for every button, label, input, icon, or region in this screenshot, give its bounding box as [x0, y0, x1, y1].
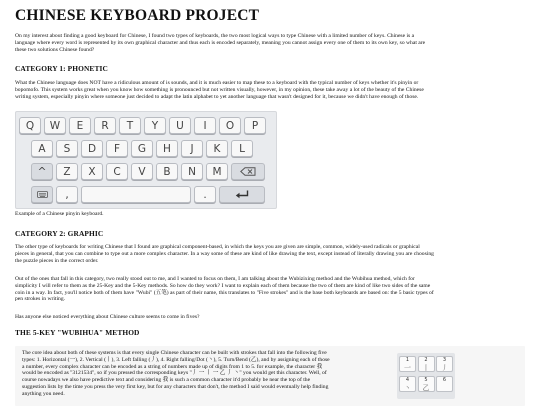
key-n: N: [181, 163, 203, 180]
stroke-key-number: 4: [405, 377, 410, 383]
phonetic-line: bopomofo. This system works great when you know how something is pronounced but not written visually, however, in my opinion, these take away a lot of the beauty of the Chinese: [15, 86, 424, 93]
key-c: C: [106, 163, 128, 180]
wubihua-line: The core idea about both of these systems is that every single Chinese character can be built with strokes that fall into the following five: [22, 350, 327, 356]
heading-graphic: CATEGORY 2: GRAPHIC: [15, 229, 104, 238]
key-h: H: [156, 140, 178, 157]
key-k: K: [206, 140, 228, 157]
backspace-icon: [231, 163, 265, 180]
key-x: X: [81, 163, 103, 180]
key-y: Y: [144, 117, 166, 134]
stroke-key-4: [399, 376, 416, 392]
stroke-key-glyph: 丿: [441, 363, 448, 372]
key-period: .: [194, 186, 216, 203]
key-e: E: [69, 117, 91, 134]
stroke-key-1: [399, 356, 416, 372]
wubihua-line: anything you need.: [22, 390, 65, 397]
wubihua-line: suggestion lists by the time you press the very first key, but for any characters that don't, the method I said would eventually help finding: [22, 383, 329, 390]
stroke-key-number: 1: [405, 357, 410, 363]
key-l: L: [231, 140, 253, 157]
intro-paragraph: [15, 33, 425, 53]
wubihua-line: types: 1. Horizontal (一), 2. Vertical (丨), 3. Left falling (丿), 4. Right falling/Dot (丶), 5. Turn/Bend (乙), and by assigning each of those: [22, 356, 330, 363]
graphic-line: pieces in general, that you can combine to type out a more complex character. In a way some of these are kind of like drawing the text, except instead of literally drawing you are choosing: [15, 250, 434, 257]
key-z: Z: [56, 163, 78, 180]
keyboard-icon: [31, 186, 53, 203]
stroke-key-6: [436, 376, 453, 392]
page-title: CHINESE KEYBOARD PROJECT: [15, 7, 260, 24]
key-space: [81, 186, 191, 203]
key-i: I: [194, 117, 216, 134]
phonetic-line: What the Chinese language does NOT have a ridiculous amount of is sounds, and it is much easier to map these to a keyboard with the typical number of keys whether it's pinyin or: [15, 80, 419, 86]
stroke-key-glyph: 乙: [422, 383, 430, 392]
graphic-line: the puzzle pieces in the correct order.: [15, 257, 99, 264]
heading-wubihua: THE 5-KEY "WUBIHUA" METHOD: [15, 328, 140, 337]
key-u: U: [169, 117, 191, 134]
key-j: J: [181, 140, 203, 157]
key-s: S: [56, 140, 78, 157]
key-t: T: [119, 117, 141, 134]
pinyin-keyboard-image: [15, 111, 277, 209]
stroke-key-glyph: 丨: [422, 363, 430, 372]
stroke-key-number: 5: [424, 377, 428, 383]
stroke-keypad-image: [397, 353, 455, 399]
key-d: D: [81, 140, 103, 157]
wubihua-paragraph: [22, 350, 330, 398]
key-a: A: [31, 140, 53, 157]
wubihua-line: would be encoded as "3121534", so if you pressed the corresponding keys "丿 一 丨 一 乙 丿 丶" you would get this character. Well, of: [22, 370, 327, 377]
graphic-paragraph-1: [15, 244, 434, 264]
caret-shift-icon: ^: [31, 163, 53, 180]
enter-arrow-icon: [219, 186, 265, 203]
graphic-line: simplicity I will refer to them as the 25-Key and the 5-Key methods. So how do they work? I want to explain each of them because the two of them are kind of like two sides of the same: [15, 282, 431, 289]
key-v: V: [131, 163, 153, 180]
key-comma: ,: [56, 186, 78, 203]
key-m: M: [206, 163, 228, 180]
graphic-paragraph-3: Has anyone else noticed everything about Chinese culture seems to come in fives?: [15, 314, 200, 320]
key-f: F: [106, 140, 128, 157]
key-g: G: [131, 140, 153, 157]
stroke-key-2: [418, 356, 435, 372]
phonetic-paragraph: [15, 80, 424, 100]
key-q: Q: [19, 117, 41, 134]
graphic-line: The other type of keyboards for writing Chinese that I found are graphical component-based, in which the keys you are given are simple, common, widely-used radicals or graphical: [15, 244, 420, 250]
key-b: B: [156, 163, 178, 180]
graphic-line: pen strokes in writing.: [15, 296, 66, 303]
stroke-key-glyph: 一: [404, 363, 411, 372]
stroke-key-glyph: 丶: [404, 383, 411, 392]
intro-line: On my interest about finding a good keyboard for Chinese, I found two types of keyboards, the two most logical ways to type Chinese with a limited number of keys. Chinese is a: [15, 33, 415, 39]
heading-phonetic: CATEGORY 1: PHONETIC: [15, 64, 108, 73]
graphic-paragraph-2: [15, 276, 434, 303]
wubihua-panel: [15, 346, 525, 406]
key-w: W: [44, 117, 66, 134]
phonetic-line: writing system, especially pinyin where someone just decided to adapt the latin alphabet to yet another language that wasn't designed for it, because we didn't have enough of those.: [15, 93, 419, 100]
stroke-key-5: [418, 376, 435, 392]
wubihua-line: a number, every complex character can be encoded as a string of numbers made up of digits from 1 to 5. for example, the character 我: [22, 363, 323, 370]
key-r: R: [94, 117, 116, 134]
key-p: P: [244, 117, 266, 134]
keyboard-caption: Example of a Chinese pinyin keyboard.: [15, 211, 104, 217]
intro-line: these two solutions Chinese found?: [15, 46, 95, 53]
key-o: O: [219, 117, 241, 134]
stroke-key-number: 2: [424, 357, 428, 363]
stroke-key-number: 3: [442, 357, 447, 363]
graphic-line: coin in a way. In fact, you'll notice both of them have "Wubi" (五笔) as part of their name, this translates to "Five strokes" and is the base both keyboards are based on: the 5 basic types of: [15, 289, 434, 296]
intro-line: language where every word is represented by its own graphical character and thus each is encoded separately, meaning you cannot assign every one of them to its own key, so what are: [15, 39, 426, 46]
wubihua-line: course nowadays we also have predictive text and considering 我 is such a common character it'd probably be near the top of the: [22, 377, 311, 384]
stroke-key-number: 6: [442, 377, 447, 383]
graphic-line: Out of the ones that fall in this category, two really stood out to me, and I wanted to focus on them, I am talking about the Wubizixing method and the Wubihua method, which for: [15, 276, 415, 282]
stroke-key-3: [436, 356, 453, 372]
